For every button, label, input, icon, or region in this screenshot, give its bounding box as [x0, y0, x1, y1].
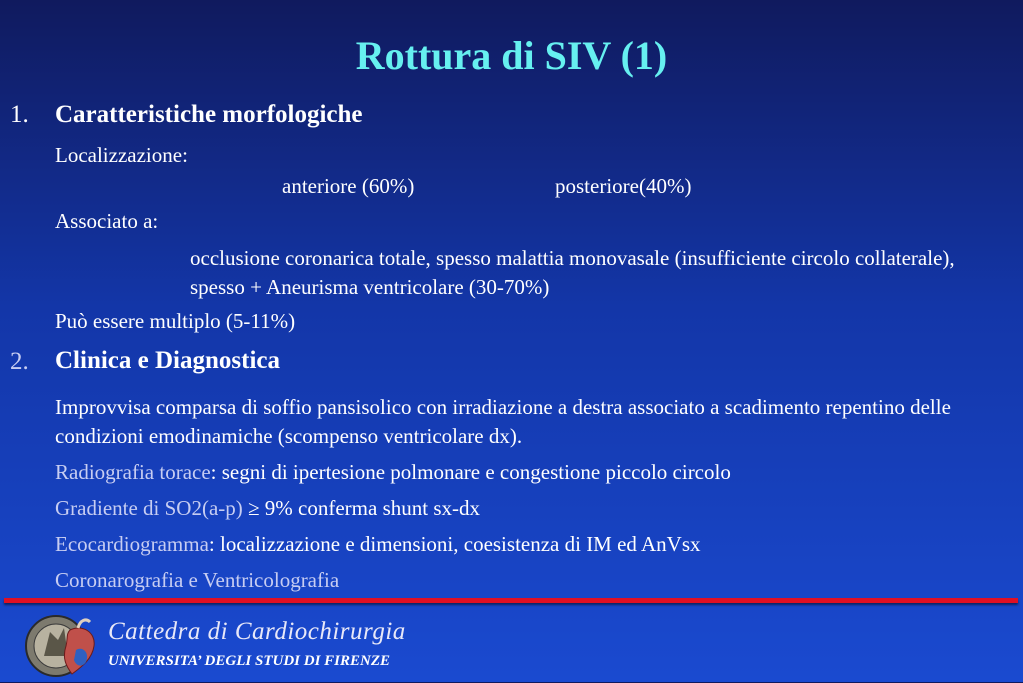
slide-title: Rottura di SIV (1)	[355, 33, 668, 78]
gradient-label: Gradiente di SO2(a-p)	[55, 496, 249, 520]
footer-divider	[4, 598, 1018, 603]
gradient-text: ≥ 9% conferma shunt sx-dx	[248, 496, 481, 520]
associated-label: Associato a:	[55, 209, 159, 233]
echo-label: Ecocardiogramma	[55, 532, 209, 556]
posterior-value: posteriore(40%)	[555, 174, 692, 198]
onset-text: Improvvisa comparsa di soffio pansisolico con irradiazione a destra associato a scadimento repentino delle condizioni emodinamiche (scompenso ventricolare dx).	[55, 395, 951, 448]
section2-heading: Clinica e Diagnostica	[55, 347, 280, 374]
associated-text: occlusione coronarica totale, spesso malattia monovasale (insufficiente circolo collaterale), spesso + Aneurisma ventricolare (30-70%)	[190, 246, 955, 299]
section1-heading: Caratteristiche morfologiche	[55, 101, 363, 128]
section1-number: 1.	[10, 101, 29, 128]
echo-text: : localizzazione e dimensioni, coesistenza di IM ed AnVsx	[208, 532, 701, 556]
xray-label: Radiografia torace	[55, 460, 211, 484]
anterior-value: anteriore (60%)	[282, 174, 415, 198]
footer-chair: Cattedra di Cardiochirurgia	[108, 618, 406, 645]
coronary-text: Coronarografia e Ventricolografia	[55, 568, 340, 592]
section2-number: 2.	[10, 348, 29, 375]
multiple-text: Può essere multiplo (5-11%)	[55, 309, 296, 333]
xray-text: : segni di ipertesione polmonare e congestione piccolo circolo	[210, 460, 731, 484]
gradient-line	[55, 496, 480, 521]
university-seal-logo	[20, 610, 106, 678]
echo-line	[55, 532, 701, 557]
localization-label: Localizzazione:	[55, 143, 188, 167]
footer-university: UNIVERSITA’ DEGLI STUDI DI FIRENZE	[108, 653, 391, 669]
xray-line	[55, 460, 731, 485]
